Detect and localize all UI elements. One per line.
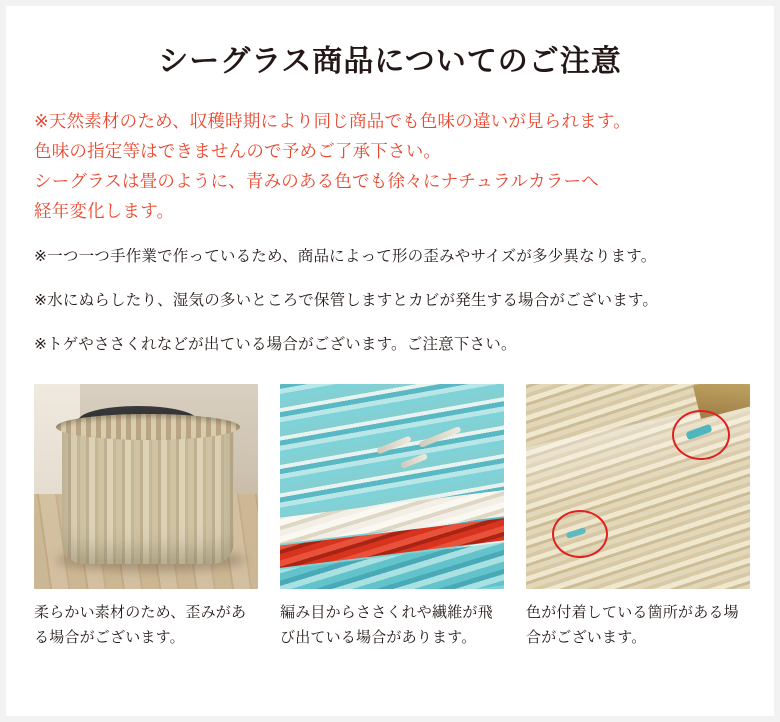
- black-notice-line-1: ※一つ一つ手作業で作っているため、商品によって形の歪みやサイズが多少異なります。: [34, 248, 657, 266]
- marker-circle-1: [672, 410, 730, 460]
- photo-column-3: [526, 384, 750, 651]
- page-title: シーグラス商品についてのご注意: [158, 45, 622, 78]
- red-notice-group: [34, 106, 746, 226]
- black-notice-line-2: ※水にぬらしたり、湿気の多いところで保管しますとカビが発生する場合がございます。: [34, 292, 659, 310]
- weave-closeup-photo: [280, 384, 504, 589]
- photo-row: [34, 384, 746, 651]
- red-notice-line-1: ※天然素材のため、収穫時期により同じ商品でも色味の違いが見られます。: [34, 111, 631, 131]
- basket-rim: [56, 414, 240, 440]
- photo-column-1: [34, 384, 258, 651]
- red-notice-line-3: シーグラスは畳のように、青みのある色でも徐々にナチュラルカラーへ: [34, 171, 599, 192]
- fray-strand-2: [418, 426, 461, 448]
- red-notice-line-2: 色味の指定等はできませんので予めご了承下さい。: [34, 141, 442, 162]
- photo-caption-2: 編み目からささくれや繊維が飛び出ている場合があります。: [280, 603, 493, 646]
- fray-strand-1: [376, 435, 412, 454]
- photo-caption-3: 色が付着している箇所がある場合がございます。: [526, 603, 739, 646]
- marker-circle-2: [552, 510, 608, 558]
- color-transfer-photo: [526, 384, 750, 589]
- basket-photo: [34, 384, 258, 589]
- photo-column-2: [280, 384, 504, 651]
- red-notice-line-4: 経年変化します。: [34, 201, 175, 222]
- fray-strand-3: [400, 453, 428, 469]
- photo-caption-1: 柔らかい素材のため、歪みがある場合がございます。: [34, 603, 247, 646]
- black-notice-line-3: ※トゲやささくれなどが出ている場合がございます。ご注意下さい。: [34, 335, 517, 353]
- notice-text-block: [34, 106, 746, 358]
- basket-body: [62, 424, 234, 564]
- notice-content: [6, 6, 774, 716]
